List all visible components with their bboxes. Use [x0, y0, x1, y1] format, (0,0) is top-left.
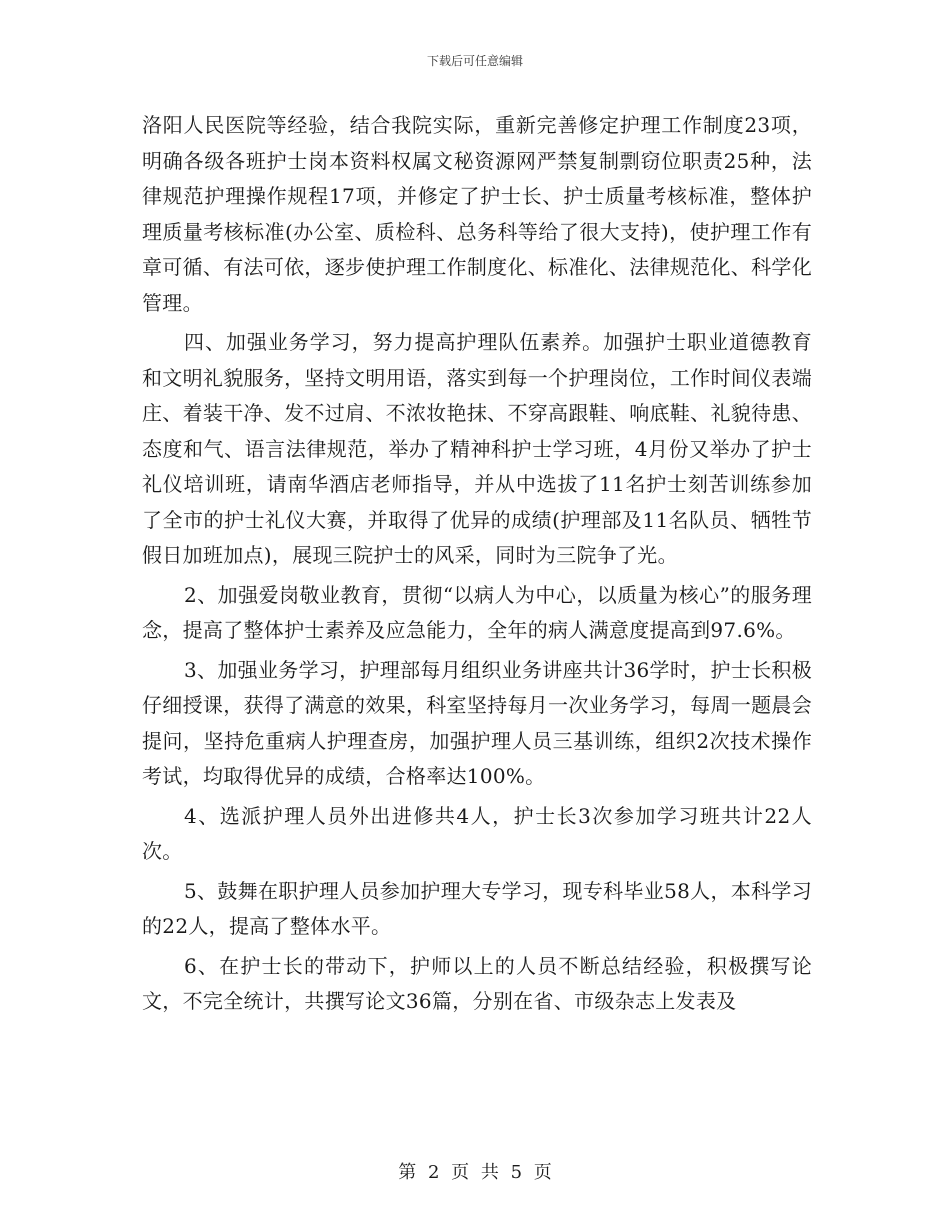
document-body	[142, 108, 812, 1024]
page-header-note: 下载后可任意编辑	[426, 54, 523, 68]
paragraph-item-4: 4、选派护理人员外出进修共4人，护士长3次参加学习班共计22人次。	[142, 803, 812, 863]
paragraph-item-6: 6、在护士长的带动下，护师以上的人员不断总结经验，积极撰写论文，不完全统计，共撰写论文36篇，分别在省、市级杂志上发表及	[142, 953, 812, 1013]
paragraph-section-four: 四、加强业务学习，努力提高护理队伍素养。加强护士职业道德教育和文明礼貌服务，坚持文明用语，落实到每一个护理岗位，工作时间仪表端庄、着装干净、发不过肩、不浓妆艳抹、不穿高跟鞋、响底鞋、礼貌待患、态度和气、语言法律规范，举办了精神科护士学习班，4月份又举办了护士礼仪培训班，请南华酒店老师指导，并从中选拔了11名护士刻苦训练参加了全市的护士礼仪大赛，并取得了优异的成绩(护理部及11名队员、牺牲节假日加班加点)，展现三院护士的风采，同时为三院争了光。	[142, 330, 812, 567]
page-number-footer: 第 2 页 共 5 页	[398, 1162, 552, 1183]
paragraph-item-2: 2、加强爱岗敬业教育，贯彻“以病人为中心，以质量为核心”的服务理念，提高了整体护士素养及应急能力，全年的病人满意度提高到97.6%。	[142, 582, 812, 642]
paragraph-continuation: 洛阳人民医院等经验，结合我院实际，重新完善修定护理工作制度23项，明确各级各班护士岗本资料权属文秘资源网严禁复制剽窃位职责25种，法律规范护理操作规程17项，并修定了护士长、护士质量考核标准，整体护理质量考核标准(办公室、质检科、总务科等给了很大支持)，使护理工作有章可循、有法可依，逐步使护理工作制度化、标准化、法律规范化、科学化管理。	[142, 113, 812, 315]
paragraph-item-5: 5、鼓舞在职护理人员参加护理大专学习，现专科毕业58人，本科学习的22人，提高了整体水平。	[142, 878, 812, 938]
paragraph-item-3: 3、加强业务学习，护理部每月组织业务讲座共计36学时，护士长积极仔细授课，获得了满意的效果，科室坚持每月一次业务学习，每周一题晨会提问，坚持危重病人护理查房，加强护理人员三基训练，组织2次技术操作考试，均取得优异的成绩，合格率达100%。	[142, 657, 812, 788]
